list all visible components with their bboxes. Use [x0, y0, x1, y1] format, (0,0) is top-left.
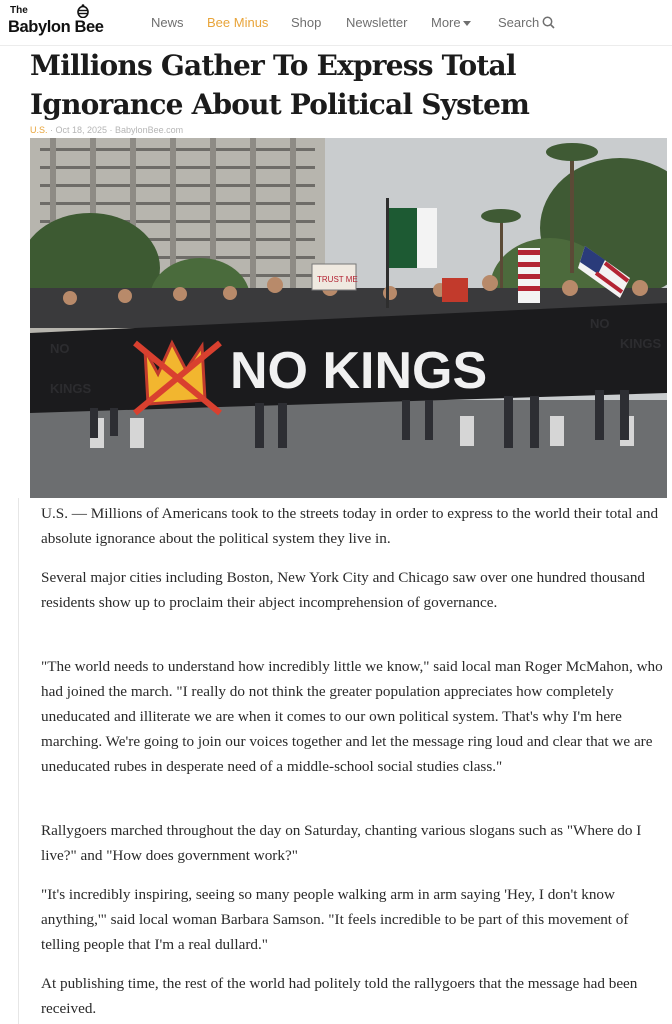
article-paragraph: U.S. — Millions of Americans took to the streets today in order to express to the world their total and absolute ignorance about the political system they live in.: [41, 505, 659, 547]
nav-bee-minus[interactable]: Bee Minus: [207, 15, 269, 30]
site-header: [0, 0, 672, 46]
site-logo[interactable]: [8, 4, 126, 38]
svg-text:KINGS: KINGS: [50, 381, 92, 396]
svg-text:KINGS: KINGS: [620, 336, 662, 351]
article-paragraph: Rallygoers marched throughout the day on Saturday, chanting various slogans such as "Where do I live?" and "How does government work?": [41, 822, 642, 864]
article-paragraph: "The world needs to understand how incredibly little we know," said local man Roger McMahon, who had joined the march. "I really do not think the greater population appreciates how completely uneducated and illiterate we are when it comes to our own political system. That's why I'm here marching. We're going to join our voices together and let the message ring loud and clear that we are uneducated rubes in desperate need of a middle-school social studies class.": [41, 658, 663, 775]
nav-news[interactable]: News: [151, 15, 184, 30]
article-paragraph: At publishing time, the rest of the world had politely told the rallygoers that the message had been received.: [41, 975, 638, 1017]
article-meta: [30, 125, 183, 135]
article-headline: Millions Gather To Express Total Ignorance About Political System: [30, 49, 530, 121]
logo-name: Babylon Bee: [8, 18, 104, 36]
svg-text:NO: NO: [50, 341, 70, 356]
article-body: [18, 498, 668, 1024]
sign-text: TRUST ME: [317, 275, 358, 284]
nav-search-label: Search: [498, 15, 540, 30]
article-paragraph: "It's incredibly inspiring, seeing so many people walking arm in arm saying 'Hey, I don't know anything,'" said local woman Barbara Samson. "It feels incredible to be part of this movement of telling people that I'm a real dullard.": [41, 886, 629, 953]
nav-more-label: More: [431, 15, 461, 30]
banner-text: NO KINGS: [230, 342, 488, 400]
caret-down-icon: [463, 21, 471, 26]
nav-newsletter[interactable]: Newsletter: [346, 15, 408, 30]
meta-date-source: · Oct 18, 2025 · BabylonBee.com: [47, 125, 184, 135]
bee-icon: [75, 4, 91, 18]
protest-photo-illustration: [30, 138, 667, 498]
nav-more[interactable]: [431, 14, 471, 32]
logo-the: The: [10, 5, 28, 16]
article-paragraph: Several major cities including Boston, New York City and Chicago saw over one hundred thousand residents show up to proclaim their abject incomprehension of governance.: [41, 569, 646, 611]
nav-shop[interactable]: Shop: [291, 15, 322, 30]
nav-search[interactable]: [498, 14, 555, 32]
meta-category[interactable]: U.S.: [30, 125, 48, 135]
svg-text:NO: NO: [590, 316, 610, 331]
article-photo: [30, 138, 667, 498]
search-icon: [542, 16, 555, 29]
